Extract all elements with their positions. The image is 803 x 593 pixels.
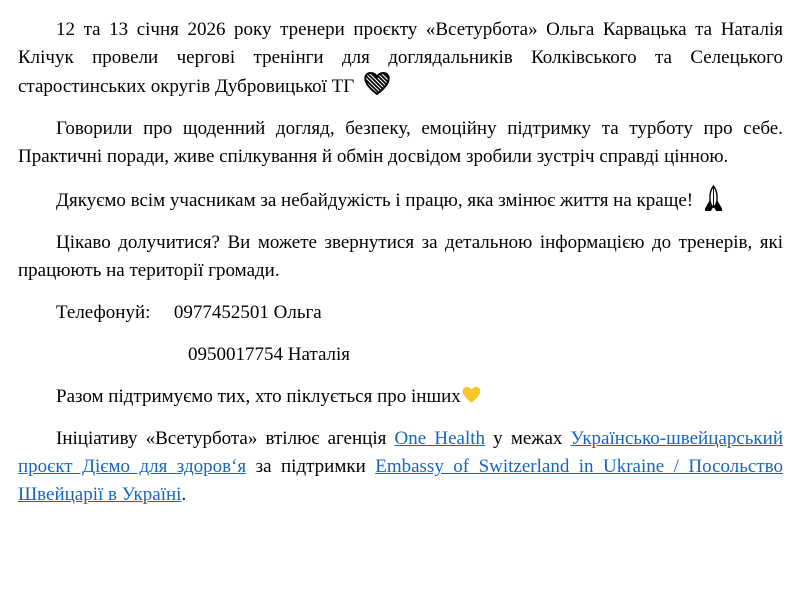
paragraph-topics (18, 115, 783, 171)
paragraph-intro-text: 12 та 13 січня 2026 року тренери проєкту «Всетурбота» Ольга Карвацька та Наталія Клічук провели чергові тренінги для доглядальників Колківського та Селецького старостинських округів Дубровицької ТГ (18, 19, 783, 97)
phone-name-nataliia: Наталія (287, 344, 351, 365)
link-one-health[interactable]: One Health (394, 428, 486, 449)
credits-intro: Ініціативу «Всетурбота» втілює агенція (56, 428, 395, 449)
paragraph-credits (18, 425, 783, 509)
paragraph-thanks-text: Дякуємо всім учасникам за небайдужість і працю, яка змінює життя на краще! (56, 190, 694, 211)
paragraph-join-text: Цікаво долучитися? Ви можете звернутися за детальною інформацією до тренерів, які працюють на території громади. (18, 232, 783, 281)
paragraph-slogan-text: Разом підтримуємо тих, хто піклується про інших (56, 386, 461, 407)
credits-mid2: за підтримки (246, 456, 376, 477)
yellow-heart-icon (462, 386, 481, 404)
phone-number-olha: 0977452501 (173, 302, 269, 323)
paragraph-join (18, 229, 783, 285)
link-ukr-swiss-project[interactable]: Українсько-швейцарський проєкт Діємо для здоров‘я (18, 428, 783, 477)
credits-mid1: у межах (485, 428, 571, 449)
paragraph-topics-text: Говорили про щоденний догляд, безпеку, емоційну підтримку та турботу про себе. Практичні поради, живе спілкування й обмін досвідом зробили зустріч справді цінною. (18, 118, 783, 167)
phone-label: Телефонуй: (56, 302, 151, 323)
credits-period: . (181, 484, 187, 505)
phone-name-olha: Ольга (273, 302, 322, 323)
link-embassy-switzerland[interactable]: Embassy of Switzerland in Ukraine / Посольство Швейцарії в Україні (18, 456, 783, 505)
folded-hands-icon (704, 185, 723, 211)
paragraph-intro (18, 16, 783, 101)
phone-line-2 (18, 341, 783, 369)
paragraph-thanks (18, 185, 783, 215)
paragraph-slogan (18, 383, 783, 411)
phone-number-nataliia: 0950017754 (188, 344, 283, 365)
striped-heart-icon (364, 72, 390, 96)
phone-line-1 (18, 299, 783, 327)
